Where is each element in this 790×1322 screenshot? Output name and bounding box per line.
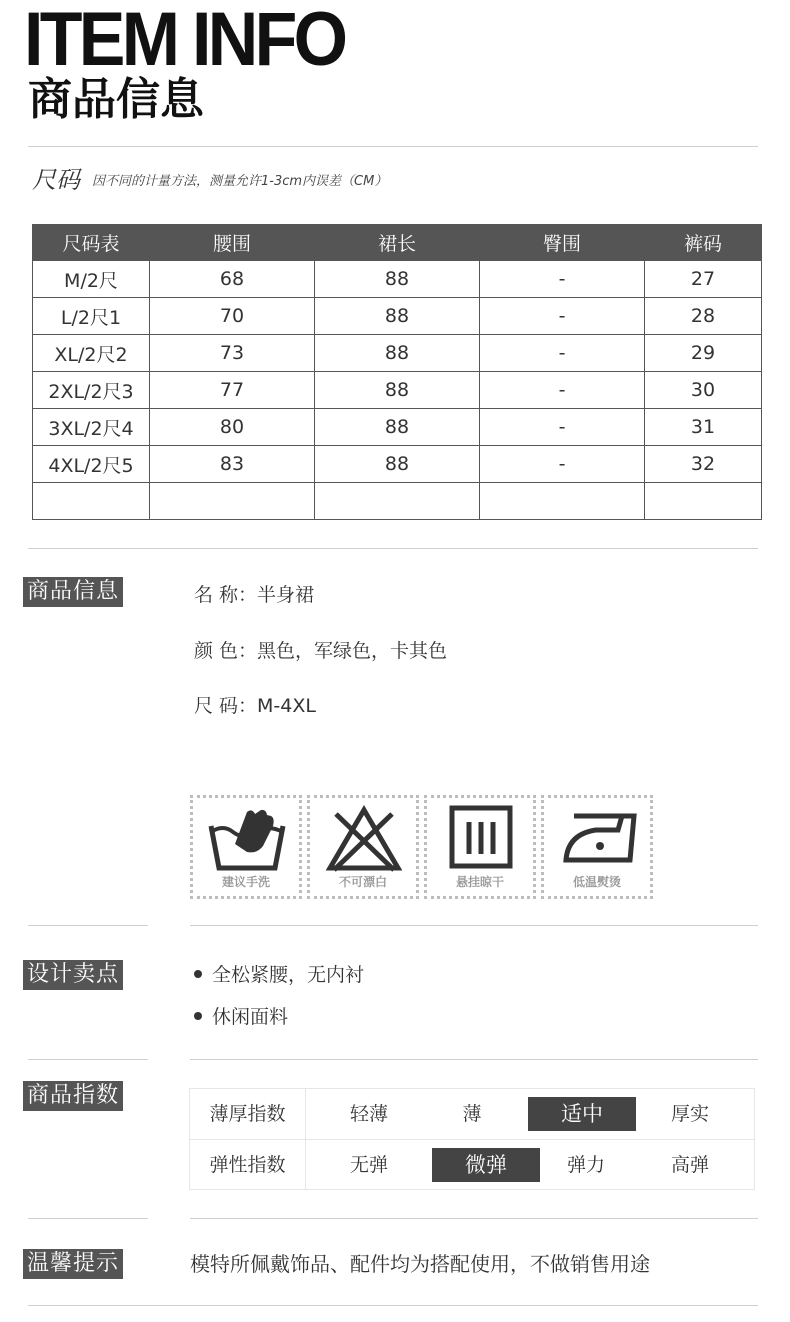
table-cell: 88 bbox=[315, 372, 480, 409]
table-row bbox=[33, 298, 762, 335]
divider bbox=[190, 1059, 758, 1060]
divider bbox=[190, 1218, 758, 1219]
tips-text: 模特所佩戴饰品、配件均为搭配使用，不做销售用途 bbox=[190, 1252, 650, 1276]
bullet-dot bbox=[194, 970, 202, 978]
table-cell: 30 bbox=[645, 372, 762, 409]
table-cell: 68 bbox=[150, 261, 315, 298]
table-row bbox=[33, 335, 762, 372]
index-option-selected: 适中 bbox=[528, 1097, 636, 1131]
design-point bbox=[194, 960, 364, 987]
size-section-label: 尺码 bbox=[32, 166, 80, 194]
care-label: 建议手洗 bbox=[221, 875, 270, 889]
index-divider bbox=[305, 1089, 306, 1189]
design-point-text: 全松紧腰，无内衬 bbox=[212, 964, 365, 986]
no-bleach-icon bbox=[322, 804, 406, 874]
table-cell: 2XL/2尺3 bbox=[33, 372, 150, 409]
table-cell: 73 bbox=[150, 335, 315, 372]
table-cell: 27 bbox=[645, 261, 762, 298]
table-cell: 88 bbox=[315, 261, 480, 298]
table-cell: 88 bbox=[315, 446, 480, 483]
size-section-note: 因不同的计量方法，测量允许1-3cm内误差（CM） bbox=[92, 174, 388, 189]
care-hang-dry bbox=[424, 795, 536, 899]
table-cell: 83 bbox=[150, 446, 315, 483]
hand-wash-icon bbox=[205, 804, 289, 874]
index-option: 厚实 bbox=[670, 1103, 709, 1125]
low-iron-icon bbox=[556, 804, 640, 874]
size-table-header-row bbox=[33, 225, 762, 261]
page-title-cn: 商品信息 bbox=[28, 74, 204, 125]
divider bbox=[28, 1218, 148, 1219]
size-table-header: 臀围 bbox=[480, 225, 645, 261]
table-cell: - bbox=[480, 372, 645, 409]
index-option: 薄 bbox=[462, 1103, 482, 1125]
index-option: 高弹 bbox=[670, 1154, 709, 1176]
care-label: 低温熨烫 bbox=[572, 875, 621, 889]
index-option: 弹力 bbox=[566, 1154, 605, 1176]
divider bbox=[28, 146, 758, 147]
table-cell: 28 bbox=[645, 298, 762, 335]
table-cell: 88 bbox=[315, 335, 480, 372]
index-option-selected: 微弹 bbox=[432, 1148, 540, 1182]
table-cell bbox=[315, 483, 480, 520]
divider bbox=[190, 925, 758, 926]
index-option: 无弹 bbox=[349, 1154, 388, 1176]
table-row bbox=[33, 261, 762, 298]
table-cell: 31 bbox=[645, 409, 762, 446]
table-cell: 3XL/2尺4 bbox=[33, 409, 150, 446]
index-row-name: 弹性指数 bbox=[209, 1154, 286, 1176]
table-cell: - bbox=[480, 446, 645, 483]
size-table bbox=[32, 224, 762, 520]
divider bbox=[28, 1305, 758, 1306]
tips-tag: 温馨提示 bbox=[23, 1249, 123, 1279]
table-cell: 29 bbox=[645, 335, 762, 372]
table-cell bbox=[480, 483, 645, 520]
care-no-bleach bbox=[307, 795, 419, 899]
table-cell: 70 bbox=[150, 298, 315, 335]
table-cell bbox=[150, 483, 315, 520]
table-row bbox=[33, 409, 762, 446]
size-table-header: 裙长 bbox=[315, 225, 480, 261]
product-color-line: 颜 色：黑色，军绿色，卡其色 bbox=[194, 640, 448, 662]
table-cell: XL/2尺2 bbox=[33, 335, 150, 372]
design-point bbox=[194, 1002, 288, 1029]
table-cell: - bbox=[480, 261, 645, 298]
care-low-iron bbox=[541, 795, 653, 899]
table-cell: 88 bbox=[315, 298, 480, 335]
index-tag: 商品指数 bbox=[23, 1081, 123, 1111]
index-panel bbox=[189, 1088, 755, 1190]
product-size-line: 尺 码：M-4XL bbox=[194, 695, 316, 717]
table-cell: 32 bbox=[645, 446, 762, 483]
product-name-line: 名 称：半身裙 bbox=[194, 584, 315, 606]
index-divider bbox=[190, 1139, 754, 1140]
design-point-text: 休闲面料 bbox=[212, 1006, 289, 1028]
size-table-header: 腰围 bbox=[150, 225, 315, 261]
table-row bbox=[33, 446, 762, 483]
table-cell: M/2尺 bbox=[33, 261, 150, 298]
table-row bbox=[33, 372, 762, 409]
product-info-tag: 商品信息 bbox=[23, 577, 123, 607]
table-row bbox=[33, 483, 762, 520]
size-table-header: 尺码表 bbox=[33, 225, 150, 261]
table-cell: - bbox=[480, 409, 645, 446]
bullet-dot bbox=[194, 1012, 202, 1020]
index-option: 轻薄 bbox=[349, 1103, 388, 1125]
table-cell: 4XL/2尺5 bbox=[33, 446, 150, 483]
page-title-en: ITEM INFO bbox=[24, 0, 345, 82]
table-cell: 80 bbox=[150, 409, 315, 446]
table-cell: - bbox=[480, 298, 645, 335]
care-label: 不可漂白 bbox=[338, 875, 387, 889]
table-cell bbox=[33, 483, 150, 520]
divider bbox=[28, 548, 758, 549]
divider bbox=[28, 1059, 148, 1060]
care-hand-wash bbox=[190, 795, 302, 899]
index-row-name: 薄厚指数 bbox=[209, 1103, 286, 1125]
table-cell: 88 bbox=[315, 409, 480, 446]
divider bbox=[28, 925, 148, 926]
table-cell: 77 bbox=[150, 372, 315, 409]
design-tag: 设计卖点 bbox=[23, 960, 123, 990]
hang-dry-icon bbox=[439, 804, 523, 874]
table-cell: - bbox=[480, 335, 645, 372]
size-table-header: 裤码 bbox=[645, 225, 762, 261]
table-cell bbox=[645, 483, 762, 520]
care-label: 悬挂晾干 bbox=[455, 875, 504, 889]
table-cell: L/2尺1 bbox=[33, 298, 150, 335]
